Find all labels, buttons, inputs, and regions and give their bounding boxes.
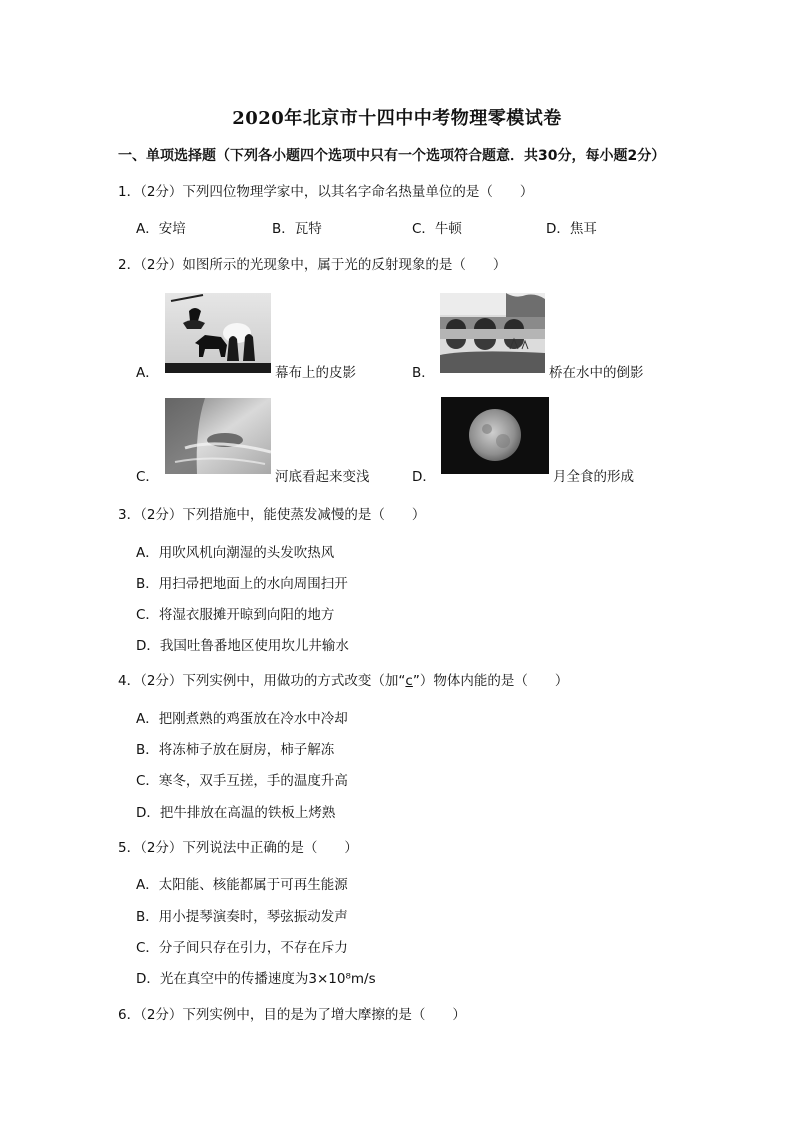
question-4-stem-mark: c [405,673,413,689]
question-3-option-b: B．用扫帚把地面上的水向周围扫开 [136,576,348,592]
question-5-option-b: B．用小提琴演奏时，琴弦振动发声 [136,909,348,925]
question-1-option-d: D．焦耳 [546,221,597,237]
question-5-stem: 5．（2分）下列说法中正确的是（ ） [118,840,358,856]
question-2-option-d-letter: D． [412,469,436,485]
question-1-option-b: B．瓦特 [272,221,322,237]
question-4-stem-after: ”）物体内能的是（ ） [412,673,569,689]
page-title: 2020年北京市十四中中考物理零模试卷 [232,108,562,129]
shadow-puppet-image [165,293,271,373]
question-4-option-b: B．将冻柿子放在厨房，柿子解冻 [136,742,335,758]
question-5-option-a: A．太阳能、核能都属于可再生能源 [136,877,348,893]
bridge-reflection-image [440,293,545,373]
question-2-stem: 2．（2分）如图所示的光现象中，属于光的反射现象的是（ ） [118,257,507,273]
question-4-option-a: A．把刚煮熟的鸡蛋放在冷水中冷却 [136,711,348,727]
question-5-option-d: D．光在真空中的传播速度为3×10⁸m/s [136,971,376,987]
question-2-option-d-caption: 月全食的形成 [553,469,634,485]
question-1-option-a: A．安培 [136,221,186,237]
question-1-stem: 1．（2分）下列四位物理学家中，以其名字命名热量单位的是（ ） [118,184,534,200]
question-1-option-c: C．牛顿 [412,221,462,237]
question-3-option-c: C．将湿衣服摊开晾到向阳的地方 [136,607,335,623]
section-heading: 一、单项选择题（下列各小题四个选项中只有一个选项符合题意．共30分，每小题2分） [118,148,666,164]
question-4-stem [118,669,568,689]
question-3-option-a: A．用吹风机向潮湿的头发吹热风 [136,545,335,561]
river-bed-image [165,398,271,474]
question-2-option-a-letter: A． [136,365,159,381]
question-2-option-a-caption: 幕布上的皮影 [275,365,356,381]
question-3-option-d: D．我国吐鲁番地区使用坎儿井输水 [136,638,349,654]
question-3-stem: 3．（2分）下列措施中，能使蒸发减慢的是（ ） [118,507,426,523]
question-2-option-b-caption: 桥在水中的倒影 [549,365,644,381]
question-4-option-d: D．把牛排放在高温的铁板上烤熟 [136,805,336,821]
question-6-stem: 6．（2分）下列实例中，目的是为了增大摩擦的是（ ） [118,1007,466,1023]
question-5-option-c: C．分子间只存在引力，不存在斥力 [136,940,348,956]
question-2-option-b-letter: B． [412,365,435,381]
lunar-eclipse-image [441,397,549,474]
question-2-option-c-caption: 河底看起来变浅 [275,469,370,485]
question-2-option-c-letter: C． [136,469,159,485]
question-4-stem-before: 4．（2分）下列实例中，用做功的方式改变（加“ [118,673,406,689]
question-4-option-c: C．寒冬，双手互搓，手的温度升高 [136,773,348,789]
